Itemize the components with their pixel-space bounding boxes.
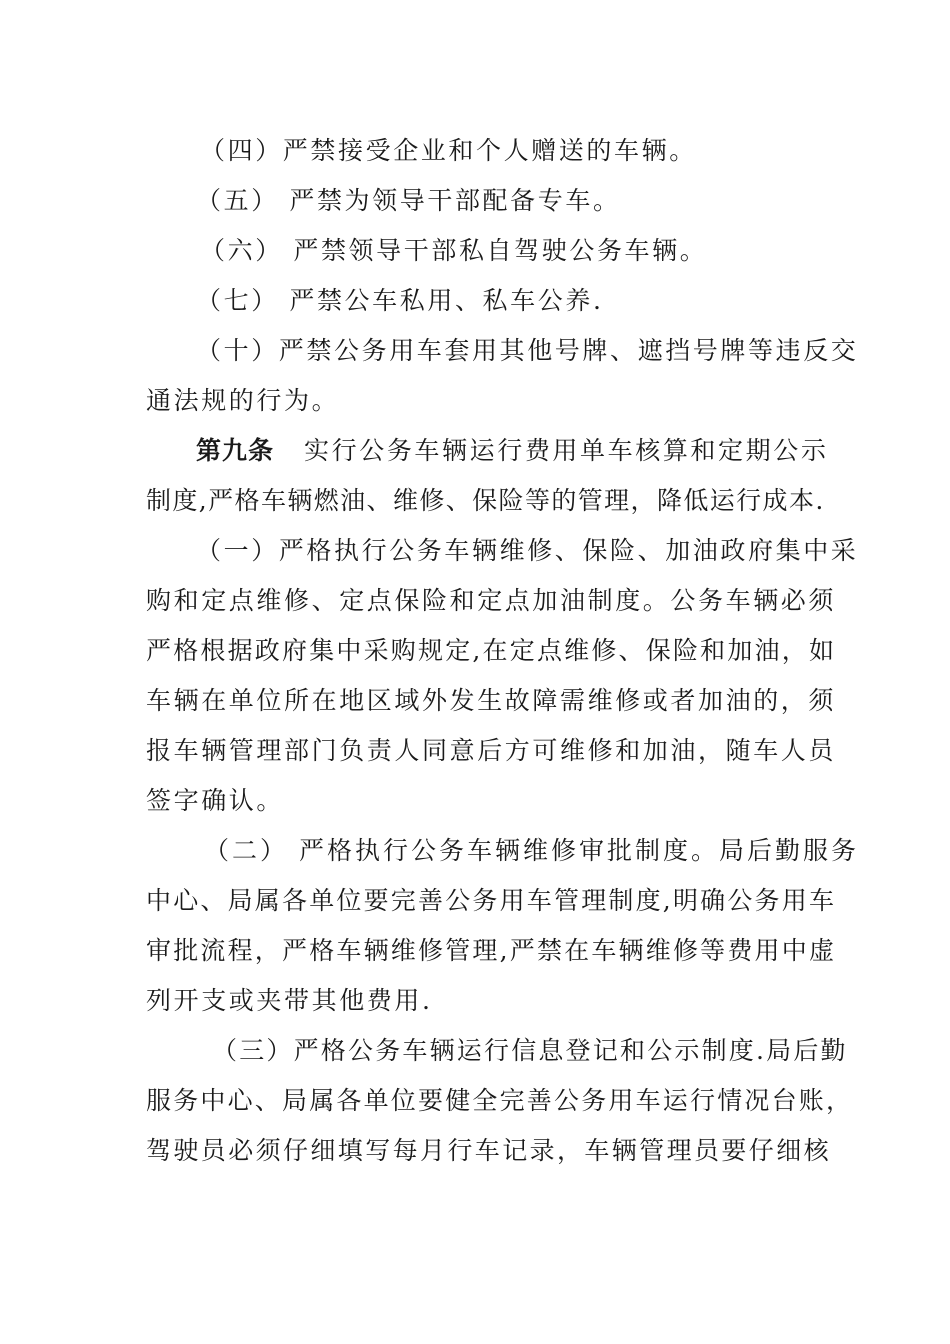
item-10-line-1: （十）严禁公务用车套用其他号牌、遮挡号牌等违反交 — [196, 336, 859, 365]
sub-2-line-4: 列开支或夹带其他费用. — [146, 986, 433, 1015]
sub-3-line-3: 驾驶员必须仔细填写每月行车记录，车辆管理员要仔细核 — [146, 1136, 832, 1165]
item-4-line: （四）严禁接受企业和个人赠送的车辆。 — [200, 136, 697, 165]
article-9-line-1 — [196, 436, 856, 466]
article-9-line-2: 制度,严格车辆燃油、维修、保险等的管理，降低运行成本. — [146, 486, 825, 515]
sub-1-line-5: 报车辆管理部门负责人同意后方可维修和加油，随车人员 — [146, 736, 837, 765]
item-7-line: （七） 严禁公车私用、私车公养. — [196, 286, 604, 315]
article-9-text: 实行公务车辆运行费用单车核算和定期公示 — [304, 436, 829, 465]
sub-1-line-6: 签字确认。 — [146, 786, 285, 815]
item-10-line-2: 通法规的行为。 — [146, 386, 340, 415]
sub-1-line-3: 严格根据政府集中采购规定,在定点维修、保险和加油，如 — [146, 636, 837, 665]
sub-3-line-2: 服务中心、局属各单位要健全完善公务用车运行情况台账， — [146, 1086, 854, 1115]
sub-1-line-2: 购和定点维修、定点保险和定点加油制度。公务车辆必须 — [146, 586, 837, 615]
sub-1-line-4: 车辆在单位所在地区域外发生故障需维修或者加油的，须 — [146, 686, 837, 715]
item-6-line: （六） 严禁领导干部私自驾驶公务车辆。 — [200, 236, 708, 265]
sub-2-line-3: 审批流程，严格车辆维修管理,严禁在车辆维修等费用中虚 — [146, 936, 837, 965]
item-5-line: （五） 严禁为领导干部配备专车。 — [196, 186, 621, 215]
sub-1-line-1: （一）严格执行公务车辆维修、保险、加油政府集中采 — [196, 536, 859, 565]
sub-2-line-2: 中心、局属各单位要完善公务用车管理制度,明确公务用车 — [146, 886, 837, 915]
sub-3-line-1: （三）严格公务车辆运行信息登记和公示制度.局后勤 — [212, 1036, 848, 1065]
article-heading: 第九条 — [196, 436, 275, 465]
sub-2-line-1: （二） 严格执行公务车辆维修审批制度。局后勤服务 — [204, 836, 859, 865]
